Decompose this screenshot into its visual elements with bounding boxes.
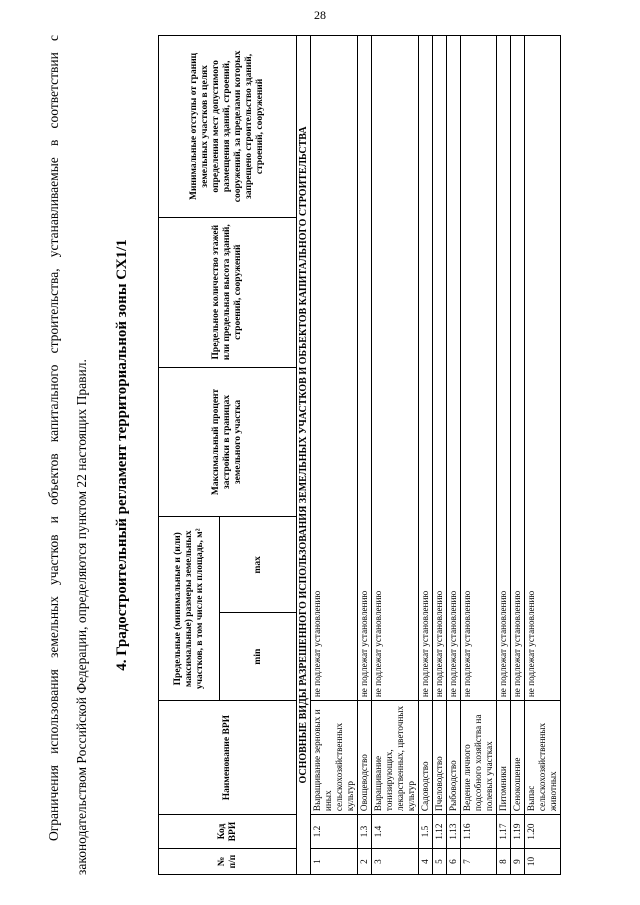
table-row	[311, 36, 358, 875]
row-num: 1	[311, 849, 358, 875]
row-value: не подлежат установлению	[447, 36, 461, 701]
row-num: 10	[525, 849, 561, 875]
row-code: 1.16	[461, 815, 497, 849]
row-name: Рыбоводство	[447, 701, 461, 815]
group-title: ОСНОВНЫЕ ВИДЫ РАЗРЕШЕННОГО ИСПОЛЬЗОВАНИЯ ЗЕМЕЛЬНЫХ УЧАСТКОВ И ОБЪЕКТОВ КАПИТАЛЬНОГО СТРОИТЕЛЬСТВА	[297, 36, 311, 875]
intro-text: Ограничения использования земельных участков и объектов капитального строительства, устанавливаемые в соответствии с законодательством Российской Федерации, определяются пунктом 22 настоящих Правил.	[46, 35, 89, 875]
row-code: 1.2	[311, 815, 358, 849]
table-row	[358, 36, 372, 875]
regulation-table	[158, 35, 561, 875]
table-row	[372, 36, 419, 875]
row-code: 1.4	[372, 815, 419, 849]
header-row	[159, 36, 220, 875]
header-min: min	[220, 613, 297, 701]
row-value: не подлежат установлению	[511, 36, 525, 701]
header-coverage: Максимальный процент застройки в границах земельного участка	[159, 367, 297, 517]
table-row	[525, 36, 561, 875]
row-code: 1.19	[511, 815, 525, 849]
row-num: 5	[433, 849, 447, 875]
header-num: № п/п	[159, 849, 297, 875]
row-num: 4	[419, 849, 433, 875]
section-title: 4. Градостроительный регламент территориальной зоны СХ1/1	[114, 239, 130, 671]
row-num: 6	[447, 849, 461, 875]
table-row	[433, 36, 447, 875]
row-name: Овощеводство	[358, 701, 372, 815]
row-num: 9	[511, 849, 525, 875]
row-num: 8	[497, 849, 511, 875]
row-name: Выращивание тонизирующих, лекарственных, цветочных культур	[372, 701, 419, 815]
row-num: 2	[358, 849, 372, 875]
row-code: 1.17	[497, 815, 511, 849]
row-code: 1.13	[447, 815, 461, 849]
row-code: 1.20	[525, 815, 561, 849]
row-name: Садоводство	[419, 701, 433, 815]
row-name: Питомники	[497, 701, 511, 815]
header-name: Наименование ВРИ	[159, 701, 297, 815]
row-name: Выпас сельскохозяйственных животных	[525, 701, 561, 815]
row-code: 1.5	[419, 815, 433, 849]
table-row	[447, 36, 461, 875]
row-value: не подлежат установлению	[497, 36, 511, 701]
rotated-page-content	[40, 35, 600, 875]
group-row	[297, 36, 311, 875]
row-name: Сенокошение	[511, 701, 525, 815]
table-row	[511, 36, 525, 875]
header-max: max	[220, 517, 297, 613]
row-name: Выращивание зерновых и иных сельскохозяйственных культур	[311, 701, 358, 815]
row-code: 1.12	[433, 815, 447, 849]
row-value: не подлежат установлению	[358, 36, 372, 701]
row-value: не подлежат установлению	[525, 36, 561, 701]
table-row	[419, 36, 433, 875]
header-plot-size: Предельные (минимальные и (или) максимальные) размеры земельных участков, в том числе их площадь, м²	[159, 517, 220, 701]
row-num: 7	[461, 849, 497, 875]
row-value: не подлежат установлению	[372, 36, 419, 701]
header-floors: Предельное количество этажей или предельная высота зданий, строений, сооружений	[159, 217, 297, 367]
intro-paragraph	[40, 35, 96, 875]
table-row	[497, 36, 511, 875]
header-code: Код ВРИ	[159, 815, 297, 849]
row-value: не подлежат установлению	[461, 36, 497, 701]
row-num: 3	[372, 849, 419, 875]
row-name: Пчеловодство	[433, 701, 447, 815]
row-value: не подлежат установлению	[433, 36, 447, 701]
row-value: не подлежат установлению	[419, 36, 433, 701]
table-row	[461, 36, 497, 875]
page-number: 28	[314, 8, 326, 22]
row-name: Ведение личного подсобного хозяйства на полевых участках	[461, 701, 497, 815]
row-value: не подлежат установлению	[311, 36, 358, 701]
row-code: 1.3	[358, 815, 372, 849]
header-setbacks: Минимальные отступы от границ земельных участков в целях определения мест допустимого размещения зданий, строений, сооружений, за пределами которых запрещено строительство зданий, строений, сооружений	[159, 36, 297, 218]
